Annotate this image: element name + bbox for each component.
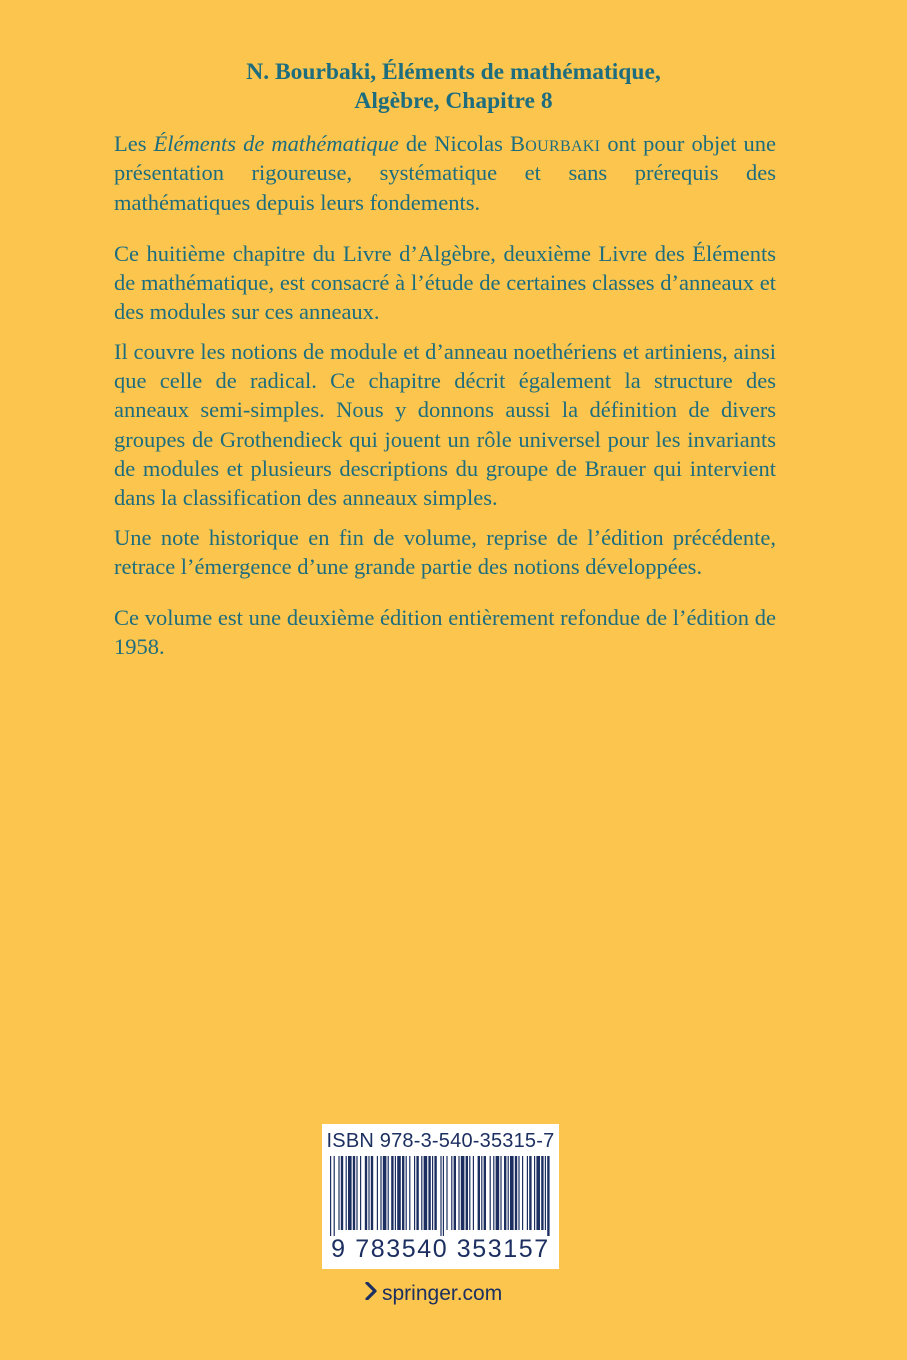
isbn-label: ISBN 978-3-540-35315-7 (326, 1130, 555, 1152)
title-line-1: N. Bourbaki, Éléments de mathématique, (246, 59, 661, 85)
book-title (0, 58, 907, 116)
publisher-link[interactable] (365, 1282, 502, 1306)
paragraph-historical-note: Une note historique en fin de volume, reprise de l’édition précédente, retrace l’émergence d’une grande partie des notions développées. (114, 524, 776, 579)
blurb (114, 129, 776, 662)
series-title-italic: Éléments de mathématique (153, 131, 399, 156)
title-line-2: Algèbre, Chapitre 8 (354, 88, 553, 114)
publisher-url[interactable]: springer.com (382, 1282, 503, 1305)
intro-text-middle: de Nicolas (398, 131, 510, 156)
paragraph-chapter: Ce huitième chapitre du Livre d’Algèbre, deuxième Livre des Éléments de mathématique, est consacré à l’étude de certaines classes d’anneaux et des modules sur ces anneaux. (114, 240, 776, 325)
intro-text-start: Les (114, 131, 154, 156)
paragraph-contents: Il couvre les notions de module et d’anneau noethériens et artiniens, ainsi que celle de radical. Ce chapitre décrit également la structure des anneaux semi-simples. Nous y donnons aussi la définition de divers groupes de Grothendieck qui jouent un rôle universel pour les invariants de modules et plusieurs descriptions du groupe de Brauer qui intervient dans la classification des anneaux simples. (114, 338, 776, 511)
intro-text-end: ont pour objet une présentation rigoureuse, systématique et sans prérequis des mathématiques depuis leurs fondements. (114, 131, 776, 215)
author-name-smallcaps: Bourbaki (509, 131, 601, 156)
isbn-barcode (322, 1124, 559, 1269)
paragraph-edition: Ce volume est une deuxième édition entièrement refondue de l’édition de 1958. (114, 605, 776, 660)
barcode-bars (330, 1156, 551, 1236)
chevron-right-icon (365, 1282, 377, 1306)
paragraph-intro (114, 129, 776, 217)
barcode-digits: 9 783540 353157 (331, 1235, 550, 1263)
